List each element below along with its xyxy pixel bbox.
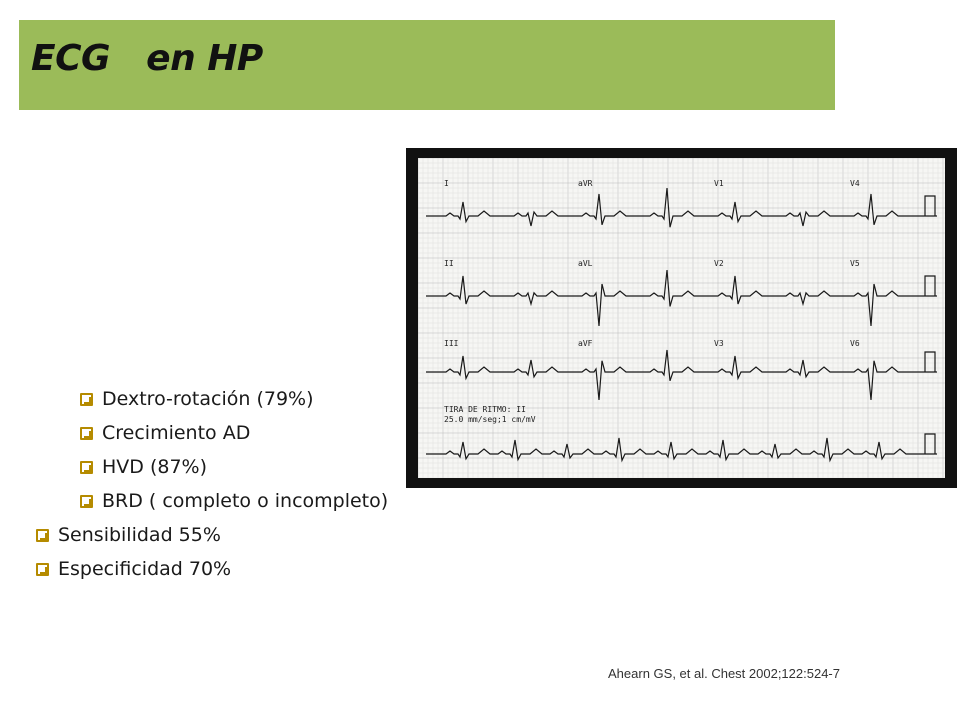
slide-title: ECG en HP [31,38,263,79]
ecg-waveform [426,188,937,227]
finding-item [80,388,314,410]
checkbox-bullet-icon [80,495,93,508]
finding-item [80,456,207,478]
stat-item [36,558,231,580]
ecg-image-frame [406,148,957,488]
lead-label-avl: aVL [578,259,593,268]
finding-text: Dextro-rotación (79%) [102,388,314,410]
stat-text: Especificidad 70% [58,558,232,580]
lead-label-v4: V4 [850,179,860,188]
ecg-svg [418,158,945,478]
stat-text: Sensibilidad 55% [58,524,221,546]
rhythm-strip-label: TIRA DE RITMO: II [444,405,526,414]
title-bar [19,20,835,110]
ecg-calibration-pulse [925,434,935,454]
lead-label-ii: II [444,259,454,268]
finding-text: HVD (87%) [102,456,208,478]
checkbox-bullet-icon [36,563,49,576]
lead-label-v3: V3 [714,339,724,348]
checkbox-bullet-icon [80,461,93,474]
ecg-waveform [426,438,937,460]
checkbox-bullet-icon [80,427,93,440]
citation: Ahearn GS, et al. Chest 2002;122:524-7 [608,666,840,681]
checkbox-bullet-icon [80,393,93,406]
lead-label-iii: III [444,339,459,348]
lead-label-i: I [444,179,449,188]
stat-item [36,524,221,546]
ecg-waveform [426,350,937,400]
finding-text: BRD ( completo o incompleto) [102,490,389,512]
lead-label-v1: V1 [714,179,724,188]
lead-label-v5: V5 [850,259,860,268]
finding-text: Crecimiento AD [102,422,251,444]
finding-item [80,490,388,512]
ecg-calibration-pulse [925,352,935,372]
lead-label-v2: V2 [714,259,724,268]
finding-item [80,422,250,444]
lead-label-avr: aVR [578,179,593,188]
checkbox-bullet-icon [36,529,49,542]
ecg-tracing [418,158,945,478]
lead-label-v6: V6 [850,339,860,348]
lead-label-avf: aVF [578,339,593,348]
rhythm-strip-speed: 25.0 mm/seg;1 cm/mV [444,415,536,424]
